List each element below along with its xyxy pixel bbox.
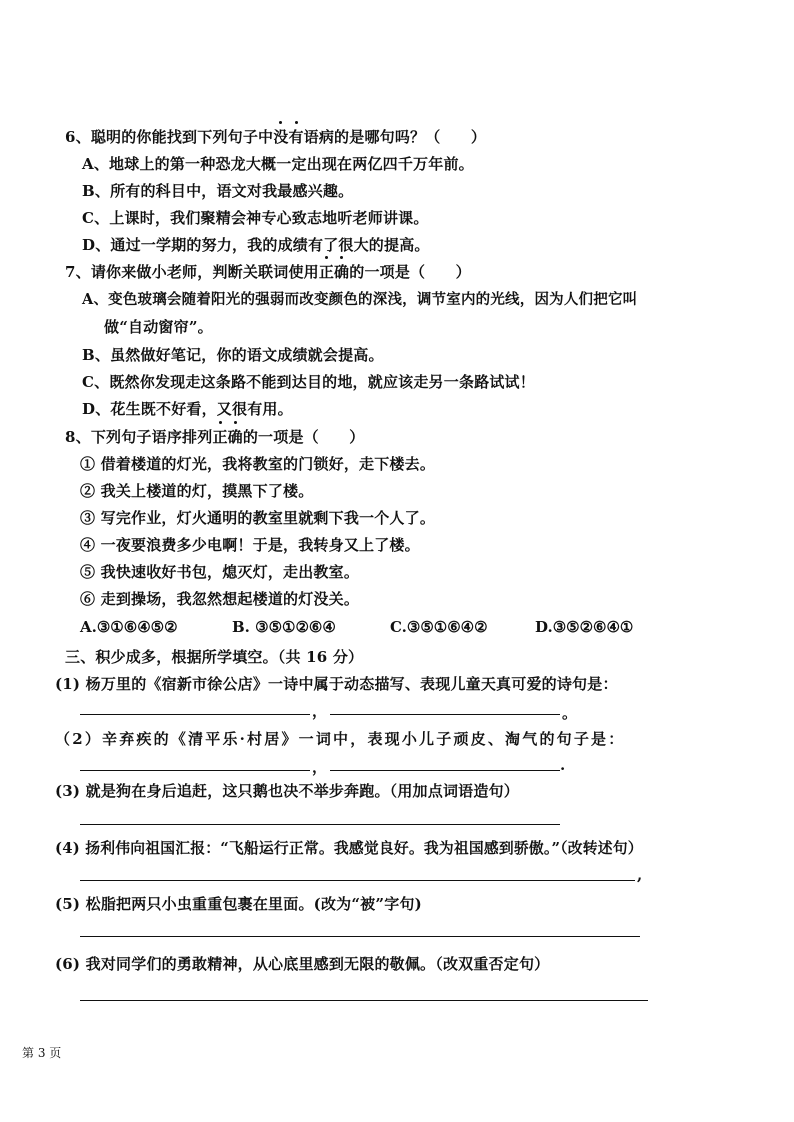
section3-item-4: (4) 扬利伟向祖国汇报：“飞船运行正常。我感觉良好。我为祖国感到骄傲。”（改转述句）	[55, 840, 643, 857]
section3-item-1: (1) 杨万里的《宿新市徐公店》一诗中属于动态描写、表现儿童天真可爱的诗句是：	[55, 675, 618, 693]
section3-item-3: (3) 就是狗在身后追赶，这只鹅也决不举步奔跑。（用加点词语造句）	[55, 782, 519, 800]
q8-sentence-4: ④ 一夜要浪费多少电啊！于是，我转身又上了楼。	[80, 536, 420, 554]
section3-item-6: (6) 我对同学们的勇敢精神，从心底里感到无限的敬佩。（改双重否定句）	[55, 955, 550, 973]
q6-emphasis-char-2: 有	[288, 128, 304, 146]
answer-blank-1-period: 。	[562, 704, 578, 722]
q6-stem	[65, 126, 486, 148]
q7-emphasis-char-2: 确	[334, 263, 350, 281]
q6-option-c: C、上课时，我们聚精会神专心致志地听老师讲课。	[82, 209, 429, 227]
q8-sentence-1: ① 借着楼道的灯光，我将教室的门锁好，走下楼去。	[80, 455, 436, 473]
answer-blank-3[interactable]	[80, 824, 560, 825]
answer-blank-4-end: ,	[637, 866, 643, 884]
answer-blank-5[interactable]	[80, 936, 640, 937]
q7-stem-text-a: 7、请你来做小老师，判断关联词使用	[65, 263, 319, 281]
q7-option-a-line1: A、变色玻璃会随着阳光的强弱而改变颜色的深浅，调节室内的光线，因为人们把它叫	[82, 291, 638, 308]
answer-blank-1a[interactable]	[80, 714, 310, 715]
q6-option-a: A、地球上的第一种恐龙大概一定出现在两亿四千万年前。	[82, 155, 474, 173]
answer-blank-2b[interactable]	[330, 770, 560, 771]
q7-stem-text-b: 的一项是（ ）	[349, 263, 471, 281]
q7-option-c: C、既然你发现走这条路不能到达目的地，就应该走另一条路试试！	[82, 373, 535, 391]
q8-sentence-6: ⑥ 走到操场，我忽然想起楼道的灯没关。	[80, 590, 360, 608]
q8-sentence-3: ③ 写完作业，灯火通明的教室里就剩下我一个人了。	[80, 509, 436, 527]
q7-option-b: B、虽然做好笔记，你的语文成绩就会提高。	[82, 346, 384, 364]
q6-stem-text-b: 语病的是哪句吗？（ ）	[303, 128, 487, 146]
q8-stem-text-a: 8、下列句子语序排列	[65, 428, 213, 446]
answer-blank-1-comma: ，	[312, 702, 328, 720]
q8-sentence-5: ⑤ 我快速收好书包，熄灭灯，走出教室。	[80, 563, 360, 581]
answer-blank-4[interactable]	[80, 880, 635, 881]
q7-option-d: D、花生既不好看，又很有用。	[82, 400, 293, 418]
q8-choice-b: B. ③⑤①②⑥④	[232, 618, 336, 636]
q6-option-b: B、所有的科目中，语文对我最感兴趣。	[82, 182, 354, 200]
q6-emphasis-char-1: 没	[273, 128, 289, 146]
q7-option-a-line2: 做“自动窗帘”。	[104, 318, 213, 336]
answer-blank-6[interactable]	[80, 1000, 648, 1001]
q8-emphasis-char-2: 确	[227, 428, 243, 446]
q8-sentence-2: ② 我关上楼道的灯，摸黑下了楼。	[80, 482, 314, 500]
answer-blank-2-end: .	[560, 756, 566, 774]
q6-stem-text-a: 6、聪明的你能找到下列句子中	[65, 128, 274, 146]
answer-blank-1b[interactable]	[330, 714, 560, 715]
q7-stem	[65, 261, 471, 283]
answer-blank-2-comma: ，	[312, 758, 328, 776]
q8-choice-a: A.③①⑥④⑤②	[80, 618, 178, 636]
q8-choice-c: C.③⑤①⑥④②	[390, 618, 488, 636]
page-number: 第 3 页	[22, 1046, 62, 1060]
q6-option-d: D、通过一学期的努力，我的成绩有了很大的提高。	[82, 236, 430, 254]
q8-emphasis-char-1: 正	[212, 428, 228, 446]
q8-stem	[65, 426, 364, 448]
section3-item-2: （2）辛弃疾的《清平乐·村居》一词中，表现小儿子顽皮、淘气的句子是：	[55, 730, 626, 748]
section3-title: 三、积少成多，根据所学填空。（共 16 分）	[65, 648, 364, 666]
answer-blank-2a[interactable]	[80, 770, 310, 771]
section3-item-5: (5) 松脂把两只小虫重重包裹在里面。(改为“被”字句)	[55, 895, 422, 913]
q8-stem-text-b: 的一项是（ ）	[242, 428, 365, 446]
q7-emphasis-char-1: 正	[318, 263, 335, 281]
q8-choice-d: D.③⑤②⑥④①	[535, 618, 634, 636]
